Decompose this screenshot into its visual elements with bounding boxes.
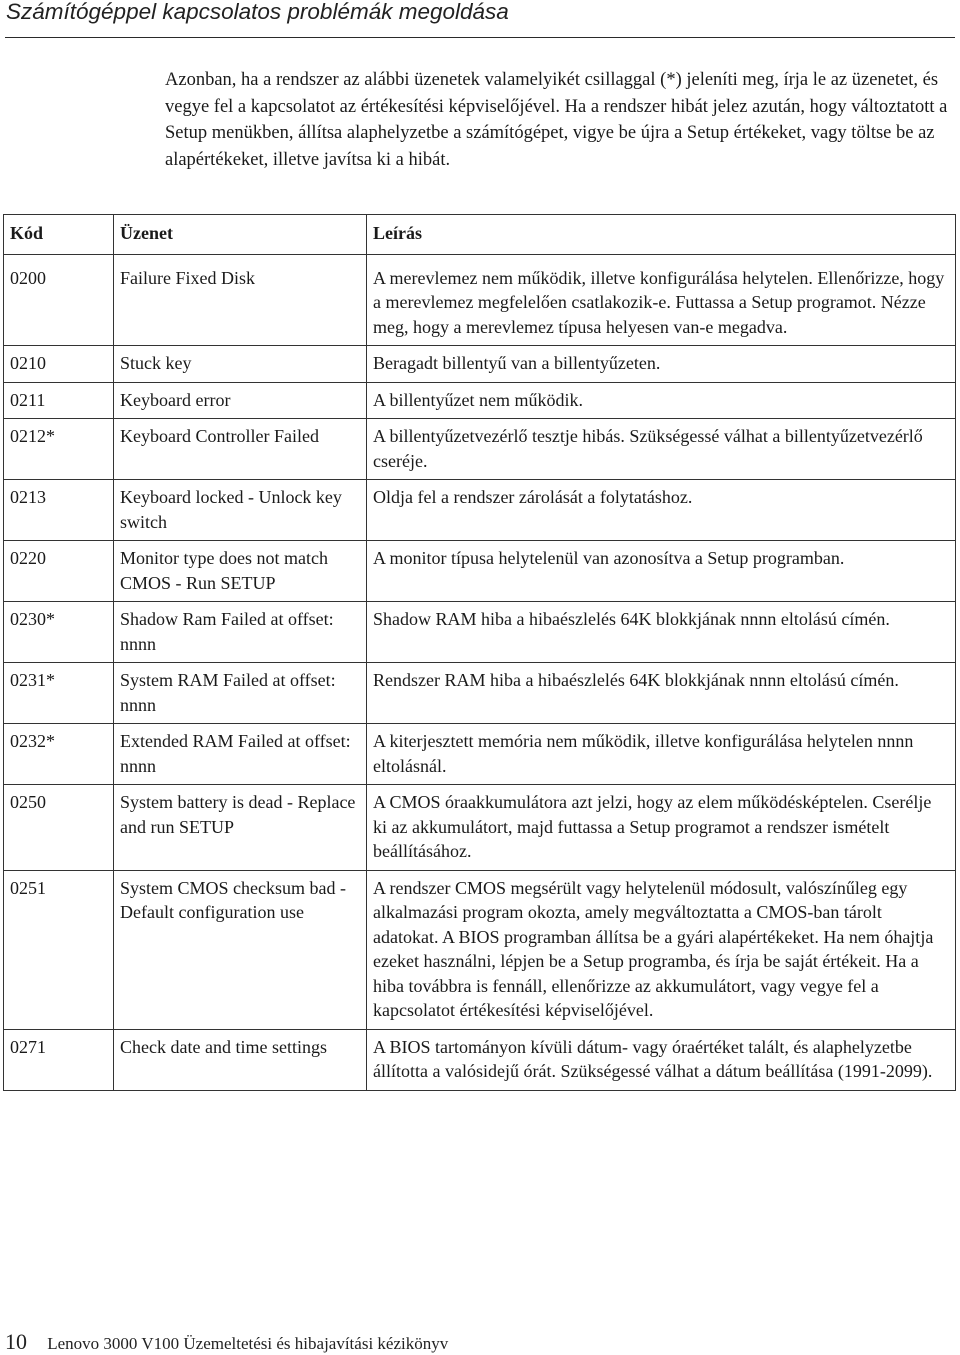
table-row bbox=[4, 541, 956, 602]
table-row bbox=[4, 346, 956, 383]
error-code-cell: 0200 bbox=[4, 254, 114, 346]
error-code-cell: 0211 bbox=[4, 382, 114, 419]
error-message-cell: System RAM Failed at offset: nnnn bbox=[114, 663, 367, 724]
table-row bbox=[4, 419, 956, 480]
table-row bbox=[4, 602, 956, 663]
error-message-cell: Keyboard locked - Unlock key switch bbox=[114, 480, 367, 541]
page-footer bbox=[5, 1329, 448, 1355]
error-description-cell: A kiterjesztett memória nem működik, illetve konfigurálása helytelen nnnn eltolásnál. bbox=[367, 724, 956, 785]
error-code-cell: 0231* bbox=[4, 663, 114, 724]
error-description-cell: Beragadt billentyű van a billentyűzeten. bbox=[367, 346, 956, 383]
error-message-cell: Check date and time settings bbox=[114, 1029, 367, 1090]
error-description-cell: A rendszer CMOS megsérült vagy helytelenül módosult, valószínűleg egy alkalmazási program okozta, amely megváltoztatta a CMOS-ban tárolt adatokat. A BIOS programban állítsa be a gyári alapértékeket. Ha nem óhajtja ezeket használni, lépjen be a Setup programba, és írja be saját értékeit. Ha a hiba továbbra is fennáll, ellenőrizze az akkumulátort, vagy vegye fel a kapcsolatot értékesítési képviselőjével. bbox=[367, 870, 956, 1029]
error-message-cell: Shadow Ram Failed at offset: nnnn bbox=[114, 602, 367, 663]
error-message-cell: Stuck key bbox=[114, 346, 367, 383]
table-row bbox=[4, 724, 956, 785]
error-description-cell: A billentyűzetvezérlő tesztje hibás. Szükségessé válhat a billentyűzetvezérlő cseréje. bbox=[367, 419, 956, 480]
error-description-cell: Shadow RAM hiba a hibaészlelés 64K blokkjának nnnn eltolású címén. bbox=[367, 602, 956, 663]
error-code-cell: 0210 bbox=[4, 346, 114, 383]
error-code-cell: 0213 bbox=[4, 480, 114, 541]
error-description-cell: A billentyűzet nem működik. bbox=[367, 382, 956, 419]
table-row bbox=[4, 663, 956, 724]
error-description-cell: A merevlemez nem működik, illetve konfigurálása helytelen. Ellenőrizze, hogy a merevlemez megfelelően csatlakozik-e. Futtassa a Setup programot. Nézze meg, hogy a merevlemez típusa helyesen van-e megadva. bbox=[367, 254, 956, 346]
table-row bbox=[4, 254, 956, 346]
error-code-cell: 0251 bbox=[4, 870, 114, 1029]
column-header-description: Leírás bbox=[367, 215, 956, 255]
error-message-cell: System CMOS checksum bad - Default configuration use bbox=[114, 870, 367, 1029]
page-number: 10 bbox=[5, 1329, 27, 1354]
error-description-cell: A monitor típusa helytelenül van azonosítva a Setup programban. bbox=[367, 541, 956, 602]
table-header-row bbox=[4, 215, 956, 255]
intro-paragraph: Azonban, ha a rendszer az alábbi üzenetek valamelyikét csillaggal (*) jeleníti meg, írja le az üzenetet, és vegye fel a kapcsolatot az értékesítési képviselőjével. Ha a rendszer hibát jelez azután, hogy változtatott a Setup menükben, állítsa alaphelyzetbe a számítógépet, vigye be újra a Setup értékeket, vagy töltse be az alapértékeket, illetve javítsa ki a hibát. bbox=[165, 70, 948, 170]
error-code-cell: 0250 bbox=[4, 785, 114, 871]
page-header bbox=[5, 0, 955, 38]
error-code-cell: 0271 bbox=[4, 1029, 114, 1090]
error-description-cell: Rendszer RAM hiba a hibaészlelés 64K blokkjának nnnn eltolású címén. bbox=[367, 663, 956, 724]
error-message-cell: Extended RAM Failed at offset: nnnn bbox=[114, 724, 367, 785]
error-code-cell: 0230* bbox=[4, 602, 114, 663]
table-row bbox=[4, 480, 956, 541]
error-code-cell: 0232* bbox=[4, 724, 114, 785]
table-row bbox=[4, 1029, 956, 1090]
column-header-message: Üzenet bbox=[114, 215, 367, 255]
book-title: Lenovo 3000 V100 Üzemeltetési és hibajavítási kézikönyv bbox=[47, 1334, 449, 1353]
error-message-cell: Failure Fixed Disk bbox=[114, 254, 367, 346]
error-code-cell: 0220 bbox=[4, 541, 114, 602]
table-row bbox=[4, 382, 956, 419]
table-row bbox=[4, 870, 956, 1029]
error-description-cell: A CMOS óraakkumulátora azt jelzi, hogy az elem működésképtelen. Cserélje ki az akkumulátort, majd futtassa a Setup programot a rendszer ismételt beállításához. bbox=[367, 785, 956, 871]
column-header-code: Kód bbox=[4, 215, 114, 255]
page-title: Számítógéppel kapcsolatos problémák megoldása bbox=[6, 0, 509, 24]
error-description-cell: Oldja fel a rendszer zárolását a folytatáshoz. bbox=[367, 480, 956, 541]
error-message-cell: Keyboard error bbox=[114, 382, 367, 419]
table-row bbox=[4, 785, 956, 871]
error-code-table bbox=[3, 214, 956, 1091]
error-message-cell: Monitor type does not match CMOS - Run SETUP bbox=[114, 541, 367, 602]
error-message-cell: Keyboard Controller Failed bbox=[114, 419, 367, 480]
error-message-cell: System battery is dead - Replace and run SETUP bbox=[114, 785, 367, 871]
error-code-cell: 0212* bbox=[4, 419, 114, 480]
error-description-cell: A BIOS tartományon kívüli dátum- vagy óraértéket talált, és alaphelyzetbe állította a valósidejű órát. Szükségessé válhat a dátum beállítása (1991-2099). bbox=[367, 1029, 956, 1090]
